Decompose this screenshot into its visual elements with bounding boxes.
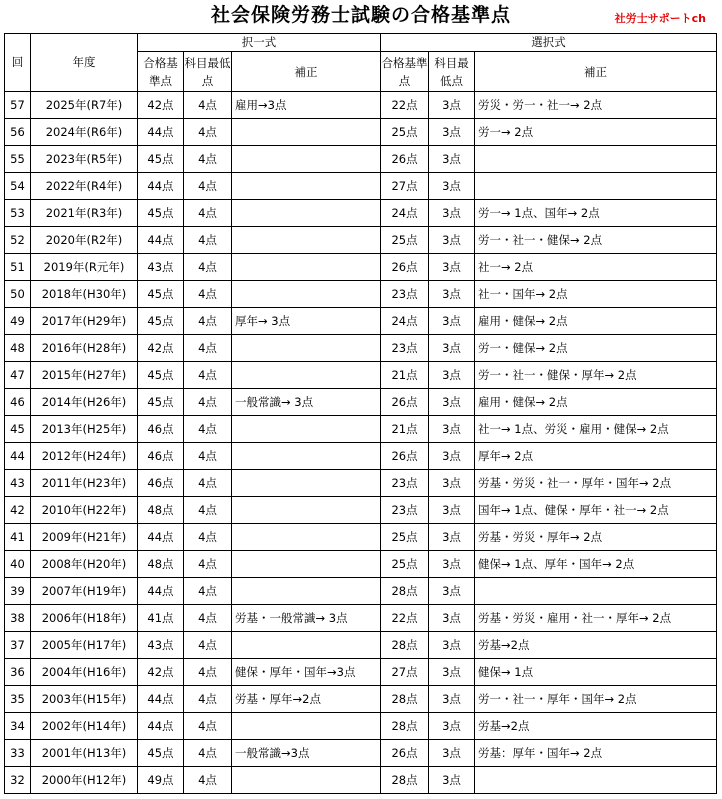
cell-kai: 33 — [5, 740, 31, 767]
cell-year: 2025年(R7年) — [31, 92, 138, 119]
cell-sentaku-adjust: 労基→2点 — [475, 632, 717, 659]
cell-takuitsu-adjust — [232, 173, 381, 200]
table-row — [5, 659, 717, 686]
cell-sentaku-adjust: 労一・社一・健保・厚年→ 2点 — [475, 362, 717, 389]
cell-takuitsu-adjust: 一般常識→ 3点 — [232, 389, 381, 416]
cell-takuitsu-adjust — [232, 767, 381, 794]
cell-takuitsu-adjust — [232, 713, 381, 740]
cell-year: 2004年(H16年) — [31, 659, 138, 686]
cell-sentaku-adjust: 労一→ 2点 — [475, 119, 717, 146]
cell-sentaku-min: 3点 — [429, 713, 475, 740]
cell-takuitsu-min: 4点 — [184, 173, 232, 200]
cell-takuitsu-base: 41点 — [138, 605, 184, 632]
cell-year: 2019年(R元年) — [31, 254, 138, 281]
cell-sentaku-adjust: 労一・社一・厚年・国年→ 2点 — [475, 686, 717, 713]
cell-takuitsu-base: 42点 — [138, 335, 184, 362]
cell-sentaku-base: 26点 — [381, 443, 429, 470]
cell-sentaku-adjust: 労基・労災・厚年→ 2点 — [475, 524, 717, 551]
cell-year: 2017年(H29年) — [31, 308, 138, 335]
cell-kai: 40 — [5, 551, 31, 578]
cell-takuitsu-adjust — [232, 470, 381, 497]
cell-kai: 45 — [5, 416, 31, 443]
header-s-hosei: 補正 — [475, 52, 717, 92]
cell-takuitsu-min: 4点 — [184, 92, 232, 119]
header-t-hosei: 補正 — [232, 52, 381, 92]
table-row — [5, 335, 717, 362]
cell-year: 2020年(R2年) — [31, 227, 138, 254]
header-t-saitei: 科目最低点 — [184, 52, 232, 92]
cell-year: 2013年(H25年) — [31, 416, 138, 443]
cell-takuitsu-base: 45点 — [138, 146, 184, 173]
header-nendo: 年度 — [31, 34, 138, 92]
cell-takuitsu-min: 4点 — [184, 740, 232, 767]
cell-kai: 52 — [5, 227, 31, 254]
cell-sentaku-adjust: 社一→ 1点、労災・雇用・健保→ 2点 — [475, 416, 717, 443]
cell-sentaku-base: 27点 — [381, 173, 429, 200]
cell-year: 2003年(H15年) — [31, 686, 138, 713]
cell-sentaku-min: 3点 — [429, 227, 475, 254]
cell-takuitsu-adjust — [232, 119, 381, 146]
cell-year: 2023年(R5年) — [31, 146, 138, 173]
cell-sentaku-adjust: 社一・国年→ 2点 — [475, 281, 717, 308]
cell-sentaku-adjust: 労一→ 1点、国年→ 2点 — [475, 200, 717, 227]
cell-takuitsu-base: 45点 — [138, 362, 184, 389]
cell-takuitsu-base: 45点 — [138, 308, 184, 335]
cell-sentaku-min: 3点 — [429, 470, 475, 497]
table-row — [5, 740, 717, 767]
cell-year: 2014年(H26年) — [31, 389, 138, 416]
cell-takuitsu-adjust — [232, 632, 381, 659]
cell-kai: 34 — [5, 713, 31, 740]
cell-sentaku-base: 28点 — [381, 632, 429, 659]
cell-sentaku-min: 3点 — [429, 335, 475, 362]
cell-sentaku-min: 3点 — [429, 659, 475, 686]
cell-sentaku-min: 3点 — [429, 173, 475, 200]
cell-takuitsu-adjust: 労基・厚年→2点 — [232, 686, 381, 713]
cell-sentaku-base: 24点 — [381, 308, 429, 335]
cell-takuitsu-adjust — [232, 524, 381, 551]
cell-takuitsu-base: 44点 — [138, 173, 184, 200]
cell-kai: 50 — [5, 281, 31, 308]
cell-sentaku-min: 3点 — [429, 362, 475, 389]
cell-takuitsu-min: 4点 — [184, 119, 232, 146]
table-row — [5, 632, 717, 659]
cell-kai: 42 — [5, 497, 31, 524]
cell-sentaku-min: 3点 — [429, 416, 475, 443]
cell-takuitsu-base: 45点 — [138, 281, 184, 308]
cell-year: 2001年(H13年) — [31, 740, 138, 767]
table-row — [5, 146, 717, 173]
cell-takuitsu-adjust — [232, 551, 381, 578]
table-row — [5, 416, 717, 443]
cell-takuitsu-adjust — [232, 281, 381, 308]
cell-takuitsu-min: 4点 — [184, 227, 232, 254]
cell-sentaku-base: 28点 — [381, 686, 429, 713]
cell-year: 2021年(R3年) — [31, 200, 138, 227]
cell-sentaku-base: 21点 — [381, 362, 429, 389]
cell-takuitsu-min: 4点 — [184, 470, 232, 497]
cell-sentaku-min: 3点 — [429, 200, 475, 227]
table-row — [5, 281, 717, 308]
cell-sentaku-min: 3点 — [429, 524, 475, 551]
table-body — [5, 92, 717, 794]
cell-takuitsu-min: 4点 — [184, 281, 232, 308]
table-row — [5, 308, 717, 335]
cell-takuitsu-adjust — [232, 416, 381, 443]
cell-sentaku-base: 27点 — [381, 659, 429, 686]
cell-year: 2007年(H19年) — [31, 578, 138, 605]
cell-takuitsu-base: 49点 — [138, 767, 184, 794]
header-s-saitei: 科目最低点 — [429, 52, 475, 92]
cell-sentaku-adjust — [475, 578, 717, 605]
cell-year: 2010年(H22年) — [31, 497, 138, 524]
cell-sentaku-base: 26点 — [381, 254, 429, 281]
cell-sentaku-base: 25点 — [381, 524, 429, 551]
cell-sentaku-base: 25点 — [381, 119, 429, 146]
cell-sentaku-min: 3点 — [429, 308, 475, 335]
cell-year: 2002年(H14年) — [31, 713, 138, 740]
cell-takuitsu-base: 48点 — [138, 497, 184, 524]
cell-kai: 44 — [5, 443, 31, 470]
cell-kai: 39 — [5, 578, 31, 605]
cell-sentaku-min: 3点 — [429, 92, 475, 119]
cell-sentaku-base: 26点 — [381, 389, 429, 416]
cell-kai: 53 — [5, 200, 31, 227]
cell-kai: 36 — [5, 659, 31, 686]
cell-sentaku-base: 23点 — [381, 281, 429, 308]
cell-takuitsu-base: 44点 — [138, 119, 184, 146]
cell-sentaku-min: 3点 — [429, 632, 475, 659]
table-row — [5, 767, 717, 794]
cell-takuitsu-adjust — [232, 200, 381, 227]
cell-kai: 37 — [5, 632, 31, 659]
brand-label: 社労士サポートch — [614, 12, 706, 25]
cell-sentaku-adjust — [475, 173, 717, 200]
cell-sentaku-min: 3点 — [429, 146, 475, 173]
cell-takuitsu-min: 4点 — [184, 443, 232, 470]
cell-year: 2015年(H27年) — [31, 362, 138, 389]
cell-sentaku-adjust: 労一・社一・健保→ 2点 — [475, 227, 717, 254]
cell-sentaku-base: 26点 — [381, 740, 429, 767]
cell-sentaku-adjust: 厚年→ 2点 — [475, 443, 717, 470]
cell-sentaku-base: 28点 — [381, 578, 429, 605]
page-title: 社会保険労務士試験の合格基準点 — [210, 4, 511, 26]
cell-sentaku-base: 24点 — [381, 200, 429, 227]
cell-sentaku-adjust: 健保→ 1点、厚年・国年→ 2点 — [475, 551, 717, 578]
cell-kai: 54 — [5, 173, 31, 200]
cell-sentaku-adjust: 社一→ 2点 — [475, 254, 717, 281]
cell-takuitsu-min: 4点 — [184, 767, 232, 794]
cell-kai: 47 — [5, 362, 31, 389]
cell-year: 2000年(H12年) — [31, 767, 138, 794]
cell-takuitsu-min: 4点 — [184, 416, 232, 443]
cell-sentaku-min: 3点 — [429, 686, 475, 713]
cell-takuitsu-min: 4点 — [184, 146, 232, 173]
cell-takuitsu-adjust — [232, 227, 381, 254]
header-takuitsu: 択一式 — [138, 34, 381, 52]
header-kai: 回 — [5, 34, 31, 92]
cell-sentaku-min: 3点 — [429, 578, 475, 605]
cell-sentaku-adjust: 健保→ 1点 — [475, 659, 717, 686]
cell-takuitsu-base: 44点 — [138, 578, 184, 605]
table-row — [5, 200, 717, 227]
cell-takuitsu-min: 4点 — [184, 551, 232, 578]
cell-sentaku-adjust: 労基：厚年・国年→ 2点 — [475, 740, 717, 767]
cell-sentaku-base: 23点 — [381, 470, 429, 497]
cell-year: 2012年(H24年) — [31, 443, 138, 470]
cell-takuitsu-base: 45点 — [138, 740, 184, 767]
cell-takuitsu-adjust: 厚年→ 3点 — [232, 308, 381, 335]
cell-sentaku-base: 22点 — [381, 605, 429, 632]
cell-takuitsu-adjust — [232, 578, 381, 605]
cell-kai: 43 — [5, 470, 31, 497]
cell-takuitsu-base: 42点 — [138, 659, 184, 686]
table-row — [5, 497, 717, 524]
cell-sentaku-adjust: 労基・労災・社一・厚年・国年→ 2点 — [475, 470, 717, 497]
cell-takuitsu-min: 4点 — [184, 659, 232, 686]
cell-takuitsu-base: 43点 — [138, 254, 184, 281]
cell-year: 2011年(H23年) — [31, 470, 138, 497]
cell-year: 2022年(R4年) — [31, 173, 138, 200]
cell-takuitsu-adjust — [232, 362, 381, 389]
cell-sentaku-base: 21点 — [381, 416, 429, 443]
cell-year: 2005年(H17年) — [31, 632, 138, 659]
cell-takuitsu-min: 4点 — [184, 308, 232, 335]
cell-sentaku-adjust: 労基・労災・雇用・社一・厚年→ 2点 — [475, 605, 717, 632]
table-row — [5, 713, 717, 740]
cell-sentaku-adjust — [475, 146, 717, 173]
cell-sentaku-min: 3点 — [429, 119, 475, 146]
header-sentaku: 選択式 — [381, 34, 717, 52]
cell-sentaku-base: 25点 — [381, 551, 429, 578]
cell-sentaku-base: 22点 — [381, 92, 429, 119]
cell-kai: 32 — [5, 767, 31, 794]
cell-takuitsu-min: 4点 — [184, 200, 232, 227]
cell-takuitsu-adjust: 健保・厚年・国年→3点 — [232, 659, 381, 686]
cell-takuitsu-min: 4点 — [184, 578, 232, 605]
cell-kai: 57 — [5, 92, 31, 119]
cell-kai: 51 — [5, 254, 31, 281]
cell-takuitsu-base: 48点 — [138, 551, 184, 578]
cell-takuitsu-base: 44点 — [138, 524, 184, 551]
cell-kai: 56 — [5, 119, 31, 146]
cell-sentaku-base: 23点 — [381, 335, 429, 362]
cell-kai: 41 — [5, 524, 31, 551]
table-row — [5, 470, 717, 497]
cell-year: 2006年(H18年) — [31, 605, 138, 632]
table-row — [5, 524, 717, 551]
table-row — [5, 227, 717, 254]
table-row — [5, 443, 717, 470]
cell-sentaku-min: 3点 — [429, 254, 475, 281]
cell-sentaku-base: 23点 — [381, 497, 429, 524]
cell-takuitsu-base: 44点 — [138, 686, 184, 713]
cell-year: 2009年(H21年) — [31, 524, 138, 551]
cell-sentaku-adjust: 国年→ 1点、健保・厚年・社一→ 2点 — [475, 497, 717, 524]
cell-sentaku-min: 3点 — [429, 605, 475, 632]
cell-takuitsu-adjust — [232, 335, 381, 362]
cell-takuitsu-base: 43点 — [138, 632, 184, 659]
cell-sentaku-adjust: 雇用・健保→ 2点 — [475, 308, 717, 335]
cell-sentaku-adjust: 労基→2点 — [475, 713, 717, 740]
cell-kai: 46 — [5, 389, 31, 416]
cell-year: 2008年(H20年) — [31, 551, 138, 578]
table-row — [5, 119, 717, 146]
cell-takuitsu-min: 4点 — [184, 335, 232, 362]
cell-takuitsu-base: 44点 — [138, 713, 184, 740]
cell-takuitsu-min: 4点 — [184, 254, 232, 281]
cell-sentaku-base: 28点 — [381, 767, 429, 794]
header-s-goukaku: 合格基準点 — [381, 52, 429, 92]
cell-kai: 48 — [5, 335, 31, 362]
cell-takuitsu-adjust — [232, 146, 381, 173]
cell-sentaku-min: 3点 — [429, 551, 475, 578]
cell-sentaku-adjust: 労災・労一・社一→ 2点 — [475, 92, 717, 119]
table-row — [5, 362, 717, 389]
cell-takuitsu-base: 45点 — [138, 389, 184, 416]
cell-takuitsu-adjust: 一般常識→3点 — [232, 740, 381, 767]
cell-year: 2018年(H30年) — [31, 281, 138, 308]
table-row — [5, 173, 717, 200]
score-table — [4, 33, 717, 794]
table-row — [5, 578, 717, 605]
cell-sentaku-min: 3点 — [429, 740, 475, 767]
cell-year: 2024年(R6年) — [31, 119, 138, 146]
cell-kai: 49 — [5, 308, 31, 335]
cell-takuitsu-min: 4点 — [184, 632, 232, 659]
cell-takuitsu-adjust — [232, 497, 381, 524]
cell-sentaku-adjust: 雇用・健保→ 2点 — [475, 389, 717, 416]
cell-sentaku-base: 25点 — [381, 227, 429, 254]
table-row — [5, 605, 717, 632]
cell-sentaku-base: 28点 — [381, 713, 429, 740]
table-row — [5, 551, 717, 578]
table-row — [5, 254, 717, 281]
cell-takuitsu-base: 46点 — [138, 470, 184, 497]
cell-takuitsu-adjust — [232, 254, 381, 281]
cell-takuitsu-base: 44点 — [138, 227, 184, 254]
cell-takuitsu-base: 46点 — [138, 443, 184, 470]
cell-takuitsu-base: 42点 — [138, 92, 184, 119]
cell-takuitsu-min: 4点 — [184, 605, 232, 632]
cell-takuitsu-base: 45点 — [138, 200, 184, 227]
cell-sentaku-min: 3点 — [429, 389, 475, 416]
cell-takuitsu-min: 4点 — [184, 524, 232, 551]
cell-sentaku-adjust: 労一・健保→ 2点 — [475, 335, 717, 362]
table-row — [5, 92, 717, 119]
cell-takuitsu-min: 4点 — [184, 362, 232, 389]
cell-year: 2016年(H28年) — [31, 335, 138, 362]
cell-takuitsu-adjust: 労基・一般常識→ 3点 — [232, 605, 381, 632]
table-row — [5, 389, 717, 416]
cell-takuitsu-min: 4点 — [184, 713, 232, 740]
cell-kai: 55 — [5, 146, 31, 173]
cell-kai: 38 — [5, 605, 31, 632]
cell-sentaku-min: 3点 — [429, 767, 475, 794]
cell-takuitsu-min: 4点 — [184, 686, 232, 713]
cell-takuitsu-adjust: 雇用→3点 — [232, 92, 381, 119]
cell-sentaku-min: 3点 — [429, 281, 475, 308]
header-t-goukaku: 合格基準点 — [138, 52, 184, 92]
cell-takuitsu-min: 4点 — [184, 389, 232, 416]
cell-sentaku-min: 3点 — [429, 497, 475, 524]
cell-sentaku-adjust — [475, 767, 717, 794]
cell-kai: 35 — [5, 686, 31, 713]
cell-takuitsu-adjust — [232, 443, 381, 470]
cell-takuitsu-min: 4点 — [184, 497, 232, 524]
cell-sentaku-min: 3点 — [429, 443, 475, 470]
cell-takuitsu-base: 46点 — [138, 416, 184, 443]
cell-sentaku-base: 26点 — [381, 146, 429, 173]
table-row — [5, 686, 717, 713]
